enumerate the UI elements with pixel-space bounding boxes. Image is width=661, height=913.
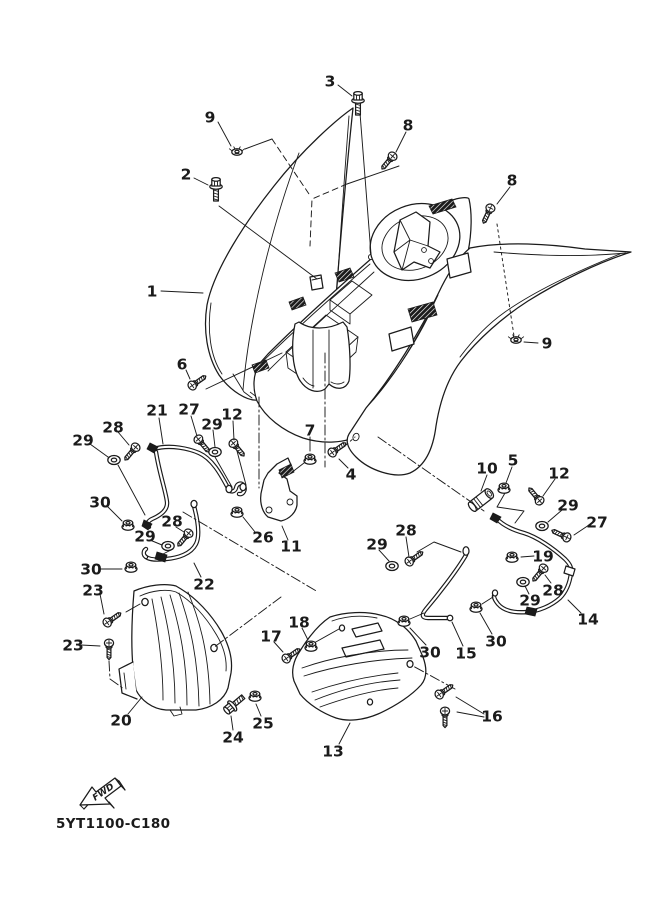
callout-number: 25	[252, 714, 274, 733]
callout-number: 29	[134, 527, 156, 546]
callout-number: 29	[201, 415, 223, 434]
callout-number: 23	[62, 636, 84, 655]
callout-number: 23	[82, 581, 104, 600]
callout-number: 30	[80, 560, 102, 579]
callout-number: 29	[72, 431, 94, 450]
callout-number: 30	[419, 643, 441, 662]
callout-number: 30	[89, 493, 111, 512]
callout-number: 9	[204, 108, 216, 127]
washer-icon	[209, 448, 221, 457]
nut-icon	[506, 552, 518, 562]
callout-number: 5	[507, 451, 519, 470]
drawing-code: 5YT1100-C180	[56, 816, 171, 832]
callout-number: 16	[481, 707, 503, 726]
callout-number: 13	[322, 742, 344, 761]
callout-number: 26	[252, 528, 274, 547]
callout-number: 15	[455, 644, 477, 663]
callout-number: 28	[542, 581, 564, 600]
nut-icon	[304, 454, 316, 464]
callout-number: 14	[577, 610, 599, 629]
callout-number: 27	[586, 513, 608, 532]
fwd-label: FWD	[91, 781, 117, 804]
nut-icon	[498, 483, 510, 493]
nut-icon	[231, 507, 243, 517]
nut-icon	[305, 641, 317, 651]
callout-number: 22	[193, 575, 215, 594]
callout-number: 27	[178, 400, 200, 419]
washer-icon	[162, 542, 174, 551]
callout-number: 28	[102, 418, 124, 437]
callout-number: 8	[506, 171, 518, 190]
washer-icon	[536, 522, 548, 531]
callout-number: 28	[161, 512, 183, 531]
callout-number: 17	[260, 627, 282, 646]
callout-number: 9	[541, 334, 553, 353]
callout-number: 4	[345, 465, 357, 484]
nut-icon	[249, 691, 261, 701]
callout-number: 19	[532, 547, 554, 566]
nut-icon	[125, 562, 137, 572]
callout-number: 6	[176, 355, 188, 374]
washer-icon	[386, 562, 398, 571]
nut-icon	[398, 616, 410, 626]
callout-number: 24	[222, 728, 244, 747]
callout-number: 11	[280, 537, 302, 556]
callout-number: 29	[366, 535, 388, 554]
callout-number: 29	[557, 496, 579, 515]
callout-number: 20	[110, 711, 132, 730]
callout-number: 12	[548, 464, 570, 483]
callout-number: 3	[324, 72, 336, 91]
callout-number: 28	[395, 521, 417, 540]
callout-number: 7	[304, 421, 316, 440]
callout-number: 8	[402, 116, 414, 135]
callout-number: 1	[146, 282, 158, 301]
callout-number: 18	[288, 613, 310, 632]
washer-icon	[517, 578, 529, 587]
callout-number: 12	[221, 405, 243, 424]
callout-number: 30	[485, 632, 507, 651]
callout-number: 29	[519, 591, 541, 610]
nut-icon	[122, 520, 134, 530]
callout-number: 21	[146, 401, 168, 420]
washer-icon	[108, 456, 120, 465]
callout-number: 10	[476, 459, 498, 478]
callout-number: 2	[180, 165, 192, 184]
nut-icon	[470, 602, 482, 612]
